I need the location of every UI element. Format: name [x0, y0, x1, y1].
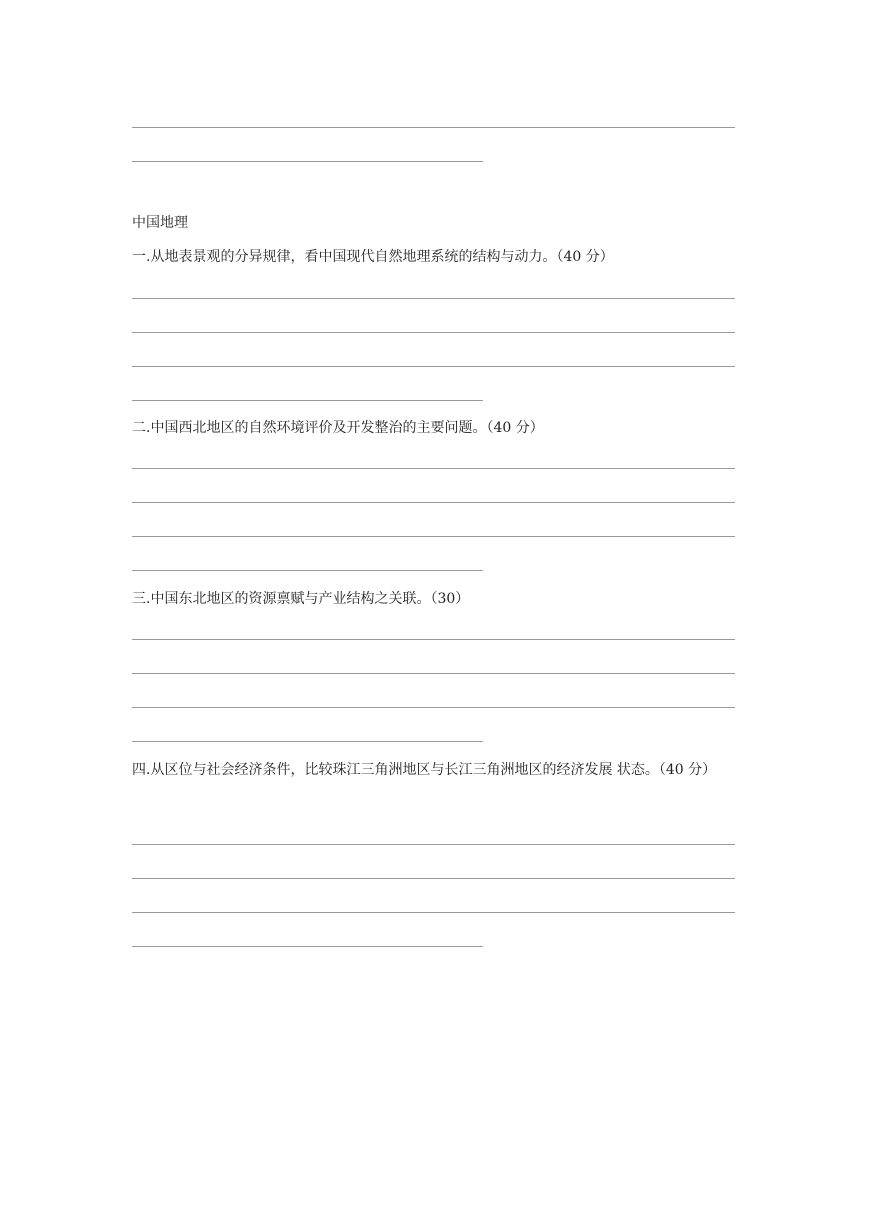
answer-line: [132, 366, 735, 367]
answer-line: [132, 570, 483, 571]
answer-line: [132, 536, 735, 537]
answer-line: [132, 161, 483, 162]
question-2-text: 二.中国西北地区的自然环境评价及开发整治的主要问题。（40 分）: [132, 420, 544, 436]
answer-line: [132, 912, 735, 913]
answer-line: [132, 468, 735, 469]
answer-line: [132, 639, 735, 640]
answer-line: [132, 878, 735, 879]
answer-line: [132, 502, 735, 503]
answer-line: [132, 400, 483, 401]
question-3-text: 三.中国东北地区的资源禀赋与产业结构之关联。（30）: [132, 591, 470, 607]
answer-line: [132, 844, 735, 845]
answer-line: [132, 298, 735, 299]
answer-line: [132, 946, 483, 947]
question-1-text: 一.从地表景观的分异规律，看中国现代自然地理系统的结构与动力。（40 分）: [132, 249, 614, 265]
section-title: 中国地理: [132, 215, 188, 231]
answer-line: [132, 707, 735, 708]
answer-line: [132, 332, 735, 333]
answer-line: [132, 741, 483, 742]
answer-line: [132, 127, 735, 128]
question-4-text: 四.从区位与社会经济条件，比较珠江三角洲地区与长江三角洲地区的经济发展 状态。（40 分）: [132, 762, 717, 778]
answer-line: [132, 673, 735, 674]
